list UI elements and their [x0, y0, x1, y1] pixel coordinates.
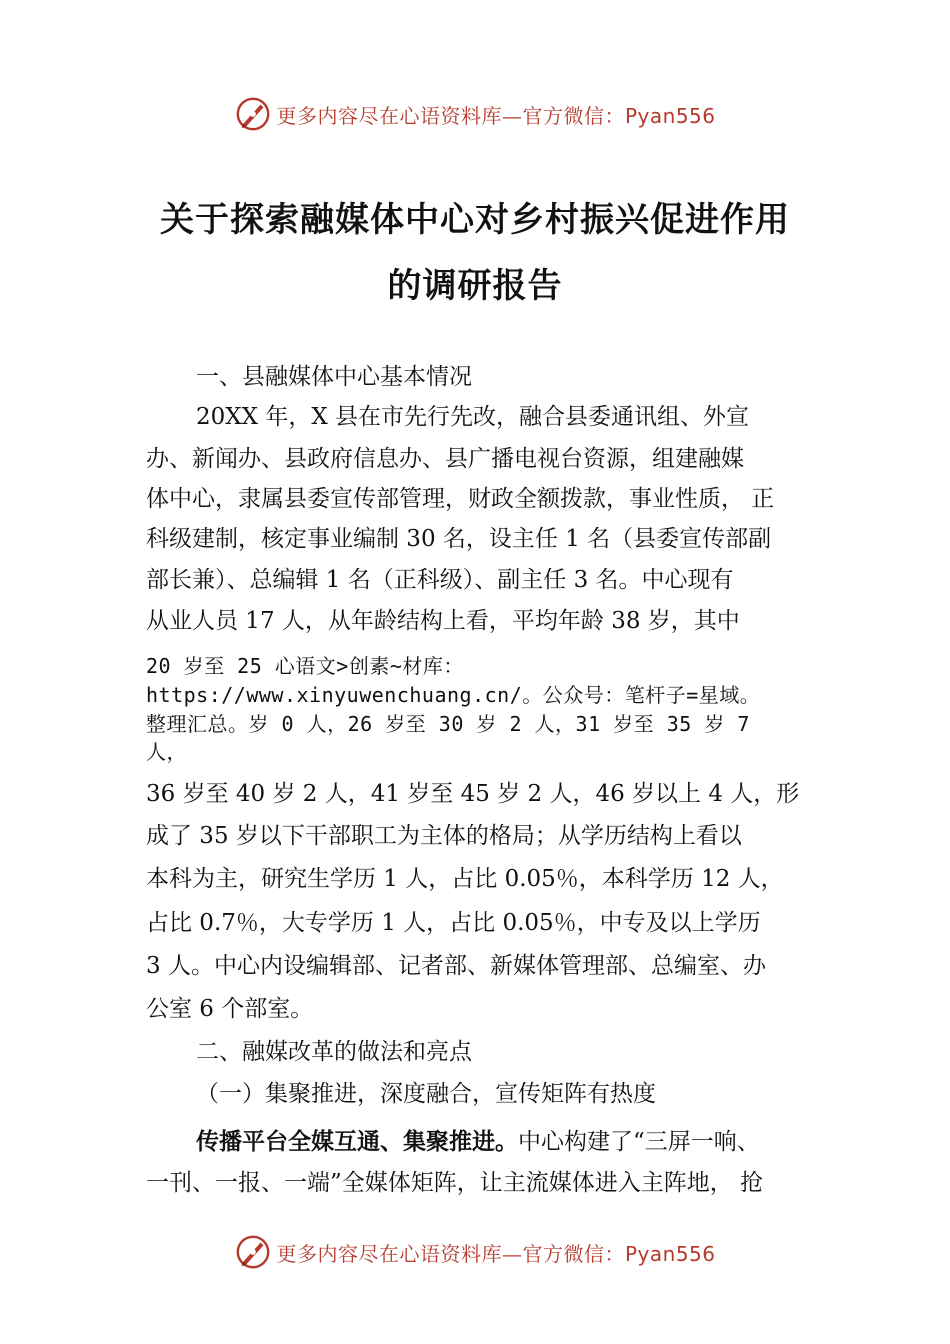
- paragraph-line: 一刊、一报、一端”全媒体矩阵，让主流媒体进入主阵地， 抢: [146, 1170, 764, 1196]
- paragraph-line: 36 岁至 40 岁 2 人，41 岁至 45 岁 2 人，46 岁以上 4 人，形: [146, 781, 800, 807]
- watermark-text: 更多内容尽在心语资料库—官方微信：Pyan556: [276, 1241, 716, 1266]
- paragraph-line: 体中心，隶属县委宣传部管理，财政全额拨款，事业性质， 正: [146, 486, 775, 512]
- paragraph-line: 成了 35 岁以下干部职工为主体的格局；从学历结构上看以: [146, 823, 742, 849]
- paragraph-line: 办、新闻办、县政府信息办、县广播电视台资源，组建融媒: [146, 446, 744, 472]
- paragraph-line: 科级建制，核定事业编制 30 名，设主任 1 名（县委宣传部副: [146, 526, 772, 552]
- paragraph-line: 占比 0.7％，大专学历 1 人，占比 0.05％，中专及以上学历: [146, 910, 761, 936]
- paragraph-line: 部长兼）、总编辑 1 名（正科级）、副主任 3 名。中心现有: [146, 567, 734, 593]
- paragraph-line: 人，: [146, 740, 187, 764]
- paragraph-line-url: https://www.xinyuwenchuang.cn/。公众号：笔杆子=星域。: [146, 683, 761, 707]
- wechat-id: Pyan556: [624, 1241, 716, 1266]
- pen-logo-icon: [234, 95, 272, 133]
- paragraph-text: 中心构建了“三屏一响、: [518, 1129, 760, 1155]
- watermark-banner-bottom: [0, 1230, 950, 1274]
- report-title-line-1: 关于探索融媒体中心对乡村振兴促进作用: [160, 200, 790, 240]
- paragraph-line: 20XX 年，X 县在市先行先改，融合县委通讯组、外宣: [196, 404, 750, 430]
- paragraph-line: 本科为主，研究生学历 1 人，占比 0.05％，本科学历 12 人，: [146, 866, 784, 892]
- subsection-heading: （一）集聚推进，深度融合，宣传矩阵有热度: [196, 1081, 656, 1107]
- section-heading-1: 一、县融媒体中心基本情况: [196, 364, 472, 390]
- pen-logo-icon: [234, 1233, 272, 1271]
- paragraph-line: 20 岁至 25 心语文>创素~材库：: [146, 654, 464, 678]
- paragraph-line: 3 人。中心内设编辑部、记者部、新媒体管理部、总编室、办: [146, 953, 766, 979]
- section-heading-2: 二、融媒改革的做法和亮点: [196, 1039, 472, 1065]
- paragraph-line: 从业人员 17 人，从年龄结构上看，平均年龄 38 岁，其中: [146, 608, 740, 634]
- wechat-id: Pyan556: [624, 103, 716, 128]
- paragraph-line: 公室 6 个部室。: [146, 996, 314, 1022]
- bold-lead-sentence: 传播平台全媒互通、集聚推进。: [196, 1129, 518, 1155]
- paragraph-line: [196, 1126, 826, 1158]
- report-title-line-2: 的调研报告: [387, 266, 563, 306]
- watermark-banner-top: [0, 92, 950, 136]
- watermark-text: 更多内容尽在心语资料库—官方微信：Pyan556: [276, 103, 716, 128]
- paragraph-line: 整理汇总。岁 0 人，26 岁至 30 岁 2 人，31 岁至 35 岁 7: [146, 712, 750, 736]
